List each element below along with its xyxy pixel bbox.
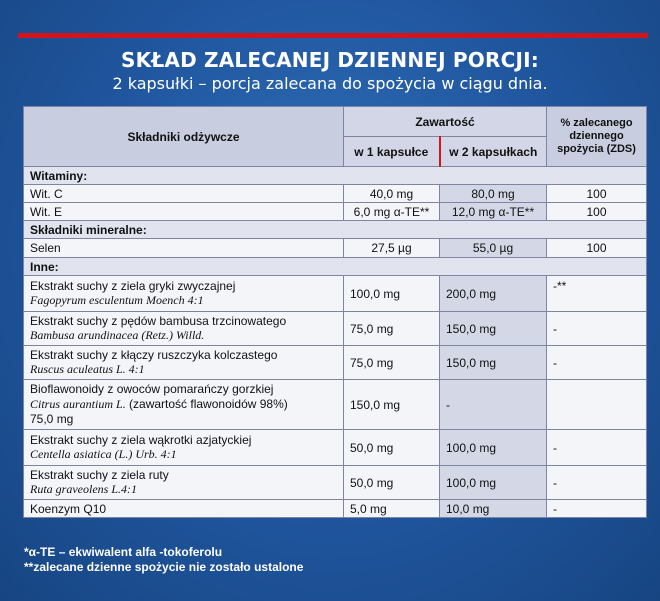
section-minerals: Składniki mineralne: bbox=[24, 221, 647, 239]
header-1caps: w 1 kapsułce bbox=[344, 137, 440, 167]
header-zds: % zalecanego dziennego spożycia (ZDS) bbox=[547, 107, 647, 167]
header-2caps: w 2 kapsułkach bbox=[440, 137, 547, 167]
page-subtitle: 2 kapsułki – porcja zalecana do spożycia w ciągu dnia. bbox=[112, 74, 548, 93]
table-row: Selen 27,5 µg 55,0 µg 100 bbox=[24, 239, 647, 258]
table-row: Ekstrakt suchy z kłączy ruszczyka kolczastego Ruscus aculeatus L. 4:1 75,0 mg 150,0 mg - bbox=[24, 346, 647, 380]
table-row: Bioflawonoidy z owoców pomarańczy gorzkiej Citrus aurantium L. (zawartość flawonoidów 98%) 75,0 mg 150,0 mg - bbox=[24, 380, 647, 430]
footnote-alpha-te: *α-TE – ekwiwalent alfa -tokoferolu bbox=[24, 545, 223, 559]
footnotes bbox=[24, 545, 303, 575]
table-row: Ekstrakt suchy z ziela ruty Ruta graveolens L.4:1 50,0 mg 100,0 mg - bbox=[24, 466, 647, 500]
page-title: SKŁAD ZALECANEJ DZIENNEJ PORCJI: bbox=[121, 48, 539, 72]
red-divider-line bbox=[18, 33, 648, 38]
table-row: Ekstrakt suchy z ziela wąkrotki azjatyckiej Centella asiatica (L.) Urb. 4:1 50,0 mg 100,0 mg - bbox=[24, 430, 647, 466]
nutrition-table bbox=[23, 106, 647, 518]
footnote-zds: **zalecane dzienne spożycie nie zostało ustalone bbox=[24, 560, 304, 574]
header-nutrients: Składniki odżywcze bbox=[24, 107, 344, 167]
table-row: Ekstrakt suchy z pędów bambusa trzcinowatego Bambusa arundinacea (Retz.) Willd. 75,0 mg 150,0 mg - bbox=[24, 312, 647, 346]
table-row: Wit. E 6,0 mg α-TE** 12,0 mg α-TE** 100 bbox=[24, 203, 647, 221]
table-row: Ekstrakt suchy z ziela gryki zwyczajnej Fagopyrum esculentum Moench 4:1 100,0 mg 200,0 mg -** bbox=[24, 276, 647, 312]
section-vitamins: Witaminy: bbox=[24, 167, 647, 185]
header-content: Zawartość bbox=[344, 107, 547, 137]
table-row: Koenzym Q10 5,0 mg 10,0 mg - bbox=[24, 500, 647, 518]
table-row: Wit. C 40,0 mg 80,0 mg 100 bbox=[24, 185, 647, 203]
section-other: Inne: bbox=[24, 258, 647, 276]
